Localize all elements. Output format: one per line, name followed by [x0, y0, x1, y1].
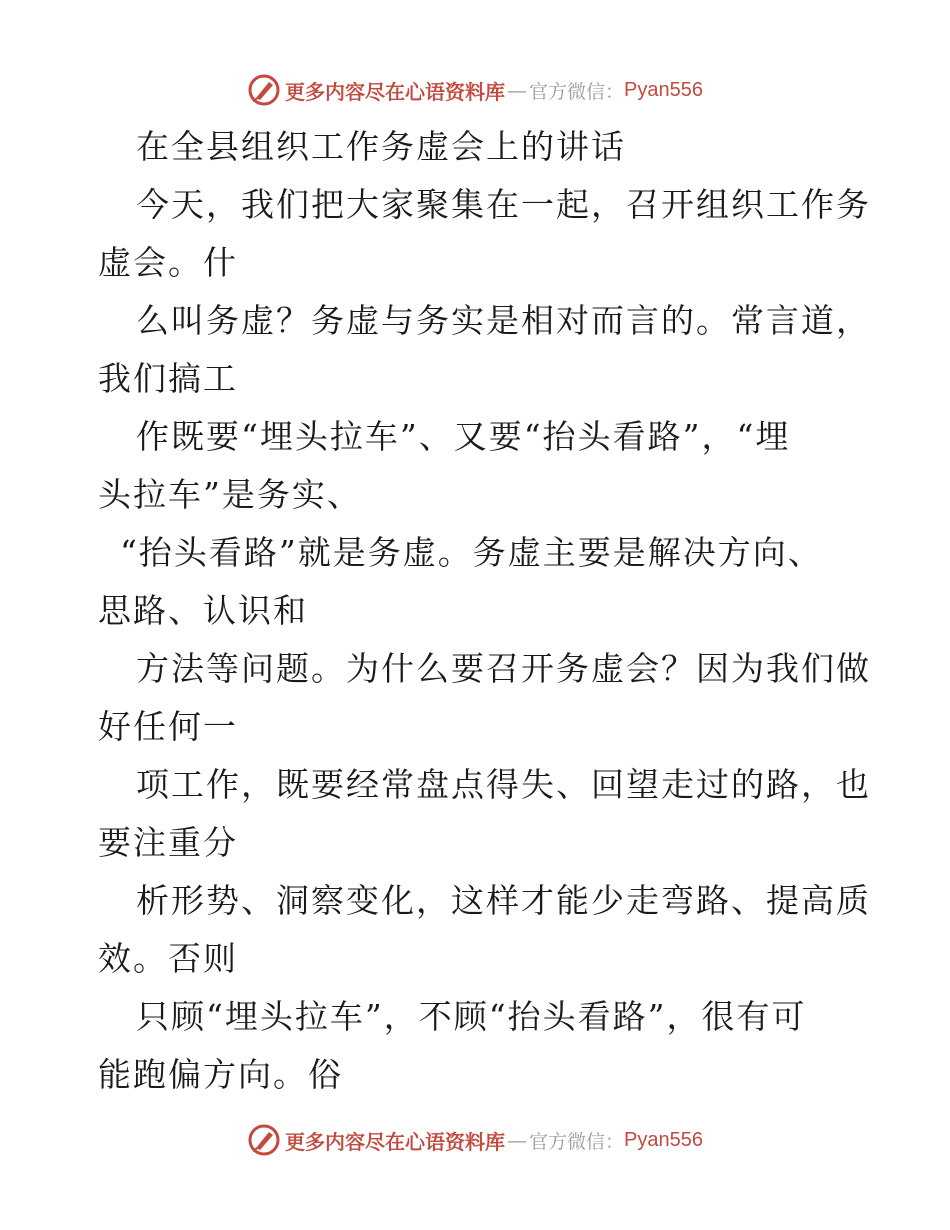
quill-pen-logo-icon [247, 73, 281, 107]
document-title: 在全县组织工作务虚会上的讲话 [136, 127, 626, 166]
document-body [98, 118, 871, 1104]
banner-wechat-id: Pyan556 [624, 1128, 703, 1151]
banner-dash: — [507, 1128, 527, 1152]
banner-wechat-label: 官方微信： [529, 1130, 625, 1153]
text-line: 我们搞工 [98, 359, 238, 398]
header-banner [0, 70, 950, 110]
text-line: 项工作，既要经常盘点得失、回望走过的路，也 [136, 765, 871, 804]
text-line: 虚会。什 [98, 243, 238, 282]
text-line: 头拉车”是务实、 [98, 475, 362, 514]
text-line: 要注重分 [98, 823, 238, 862]
text-line: 能跑偏方向。俗 [98, 1055, 343, 1094]
banner-wechat-id: Pyan556 [624, 78, 703, 101]
quill-pen-logo-icon [247, 1123, 281, 1157]
text-line: 方法等问题。为什么要召开务虚会？因为我们做 [136, 649, 871, 688]
text-line: 好任何一 [98, 707, 238, 746]
text-line: 么叫务虚？务虚与务实是相对而言的。常言道， [136, 301, 871, 340]
text-line: 效。否则 [98, 939, 238, 978]
text-line: 作既要“埋头拉车”、又要“抬头看路”，“埋 [136, 417, 791, 456]
footer-banner [0, 1120, 950, 1160]
text-line: “抬头看路”就是务虚。务虚主要是解决方向、 [120, 533, 823, 572]
text-line: 析形势、洞察变化，这样才能少走弯路、提高质 [136, 881, 871, 920]
text-line: 只顾“埋头拉车”，不顾“抬头看路”，很有可 [136, 997, 807, 1036]
banner-main-text: 更多内容尽在心语资料库 [285, 1129, 505, 1154]
text-line: 思路、认识和 [98, 591, 308, 630]
banner-wechat-label: 官方微信： [529, 80, 625, 103]
banner-main-text: 更多内容尽在心语资料库 [285, 79, 505, 104]
banner-dash: — [507, 78, 527, 102]
text-line: 今天，我们把大家聚集在一起，召开组织工作务 [136, 185, 871, 224]
